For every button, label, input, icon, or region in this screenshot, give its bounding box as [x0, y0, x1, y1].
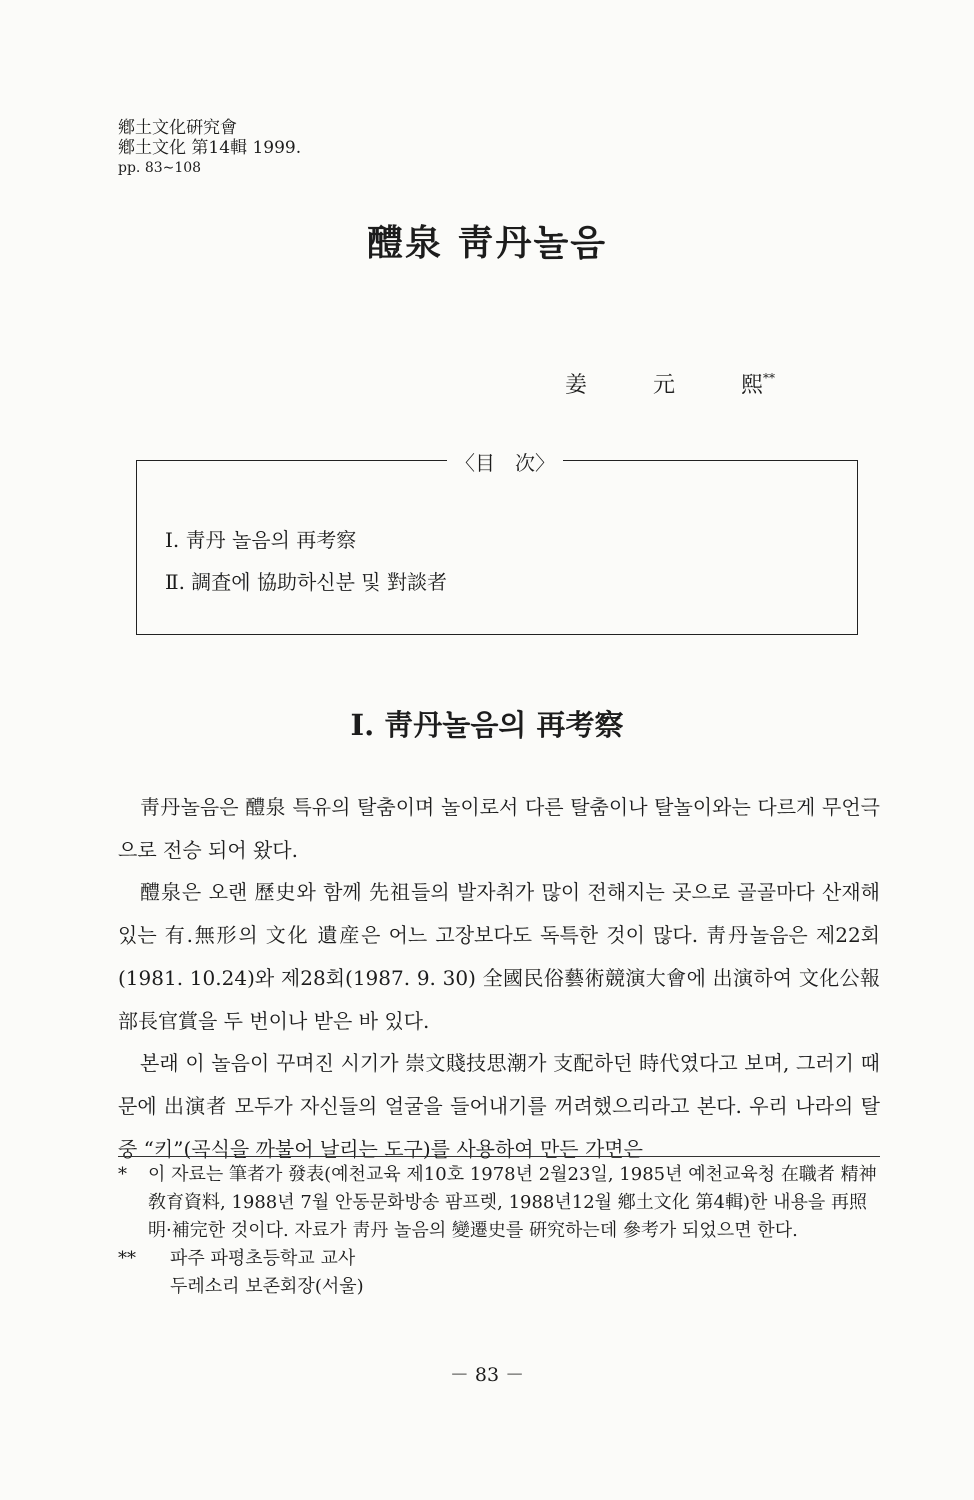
- footnotes: [118, 1156, 880, 1301]
- paragraph: 靑丹놀음은 醴泉 특유의 탈춤이며 놀이로서 다른 탈춤이나 탈놀이와는 다르게 무언극으로 전승 되어 왔다.: [118, 795, 880, 862]
- toc-item: Ⅱ. 調査에 協助하신분 및 對談者: [165, 570, 447, 594]
- section-heading: Ⅰ. 靑丹놀음의 再考察: [350, 708, 624, 742]
- footnote: [118, 1161, 880, 1245]
- footnote: [118, 1245, 880, 1301]
- article-title: 醴泉 靑丹놀음: [366, 222, 608, 264]
- author-name-part: 姜: [565, 373, 588, 398]
- paragraph: 醴泉은 오랜 歷史와 함께 先祖들의 발자취가 많이 전해지는 곳으로 골골마다 산재해 있는 有.無形의 文化 遺産은 어느 고장보다도 독특한 것이 많다. 靑丹놀음은 제22회(1981. 10.24)와 제28회(1987. 9. 30) 全國民俗藝術競演大會에 出演하여 文化公報部長官賞을 두 번이나 받은 바 있다.: [118, 880, 880, 1033]
- paragraph: 본래 이 놀음이 꾸며진 시기가 崇文賤技思潮가 支配하던 時代였다고 보며, 그러기 때문에 出演者 모두가 자신들의 얼굴을 들어내기를 꺼려했으리라고 본다. 우리 나라의 탈 중 “키”(곡식을 까불어 날리는 도구)를 사용하여 만든 가면은: [118, 1051, 880, 1161]
- journal-header: [118, 118, 301, 178]
- journal-issue: 鄕土文化 第14輯 1999.: [118, 138, 302, 158]
- page-number: － 83 －: [449, 1364, 525, 1386]
- page-range: pp. 83∼108: [118, 160, 202, 176]
- table-of-contents: [136, 451, 858, 635]
- author: [565, 368, 775, 399]
- toc-item: Ⅰ. 靑丹 놀음의 再考察: [165, 528, 357, 552]
- toc-title: 〈目 次〉: [447, 447, 563, 476]
- society-name: 鄕土文化硏究會: [118, 118, 237, 138]
- footnote-text: 두레소리 보존회장(서울): [170, 1276, 364, 1297]
- footnote-text: 이 자료는 筆者가 發表(예천교육 제10호 1978년 2월23일, 1985년 예천교육청 在職者 精神敎育資料, 1988년 7월 안동문화방송 팜프렛, 1988년12월 鄕土文化 第4輯)한 내용을 再照明·補完한 것이다. 자료가 靑丹 놀음의 變遷史를 硏究하는데 參考가 되었으면 한다.: [148, 1164, 877, 1241]
- body-text: [118, 786, 880, 1170]
- footnote-mark: *: [118, 1164, 127, 1185]
- author-name-part: 熙: [741, 373, 764, 398]
- author-name-part: 元: [653, 373, 676, 398]
- footnote-mark: **: [118, 1248, 136, 1269]
- author-footnote-mark: **: [763, 371, 776, 385]
- footnote-text: 파주 파평초등학교 교사: [170, 1248, 356, 1269]
